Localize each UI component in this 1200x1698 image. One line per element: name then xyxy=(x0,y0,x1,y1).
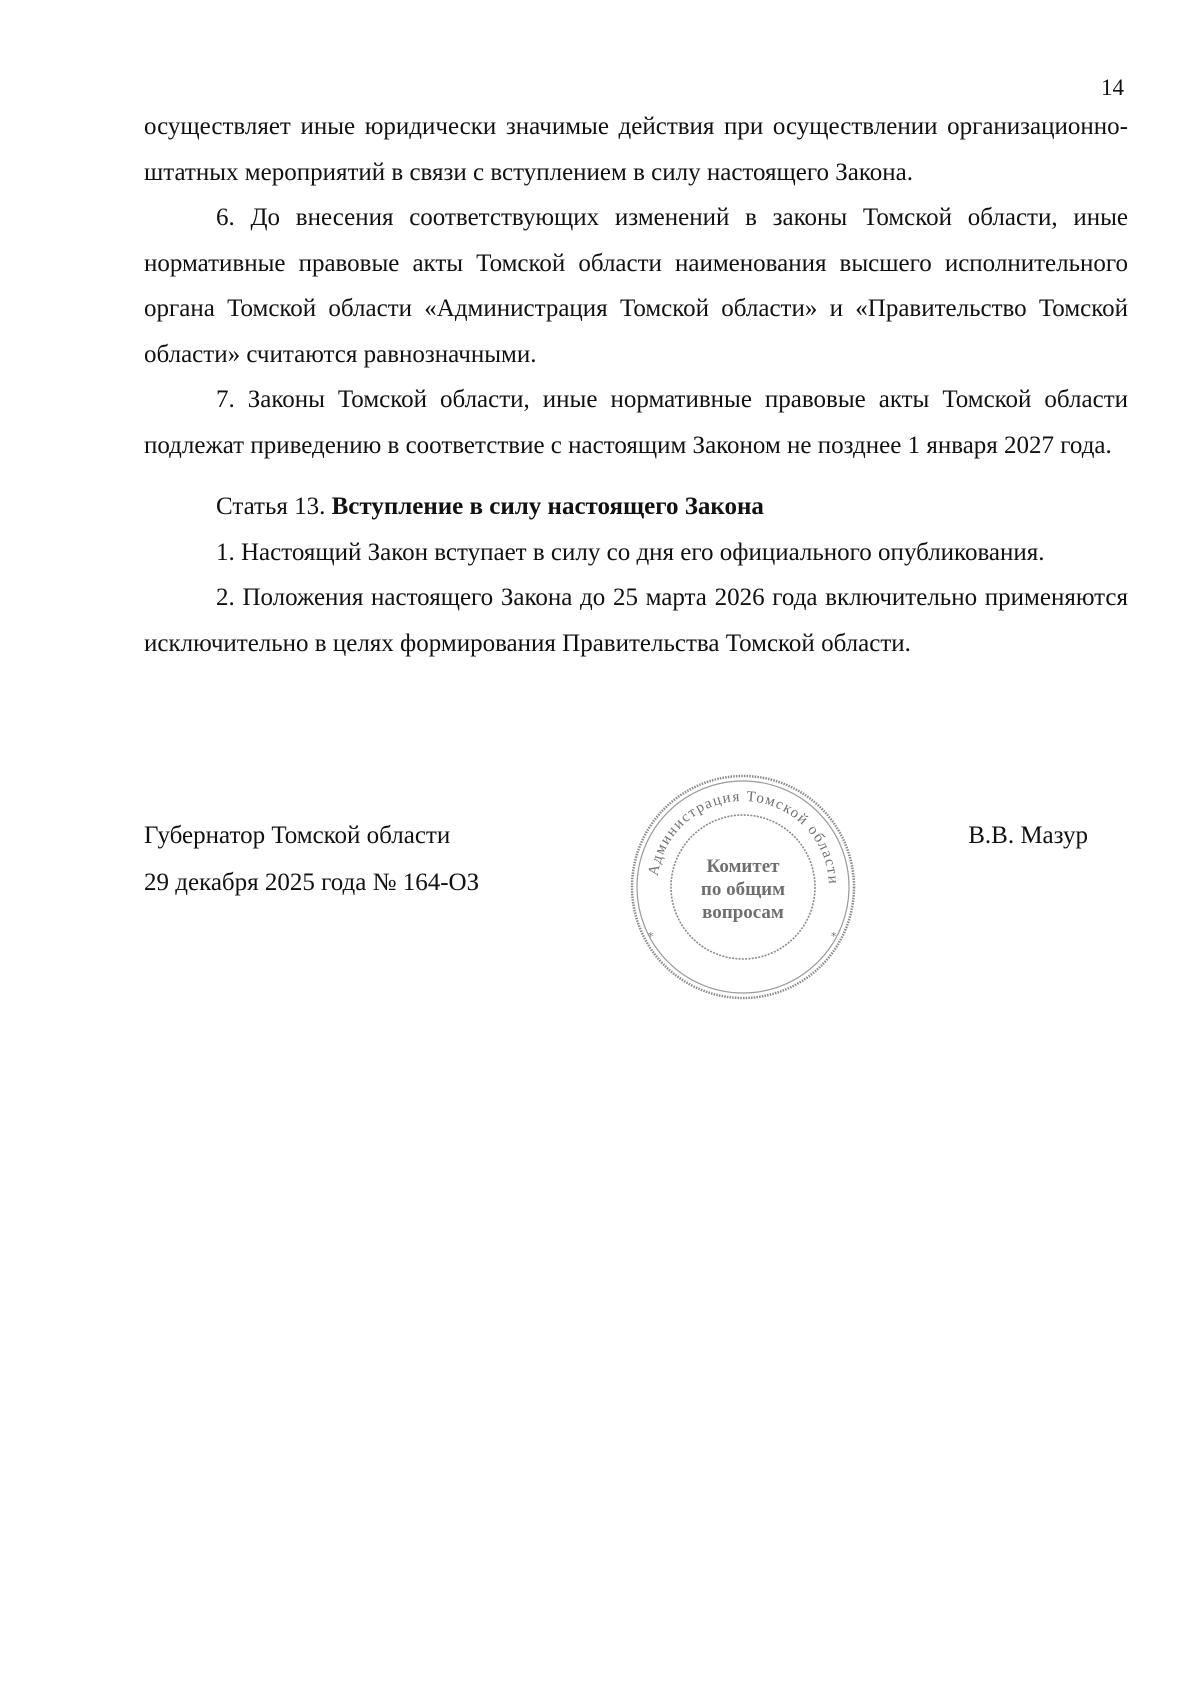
law-date-number: 29 декабря 2025 года № 164-ОЗ xyxy=(144,869,480,896)
seal-graphic xyxy=(628,772,858,1002)
seal-star-left: * xyxy=(648,930,654,943)
paragraph-clause-6: 6. До внесения соответствующих изменений в законы Томской области, иные нормативные правовые акты Томской области наименования высшего исполнительного органа Томской области «Администрация Томской области» и «Правительство Томской области» считаются равнозначными. xyxy=(144,204,1128,368)
article-label: Статья 13. xyxy=(216,493,326,520)
seal-center-line-2: по общим xyxy=(700,879,786,900)
official-seal-stamp xyxy=(628,772,858,1002)
article-heading xyxy=(144,484,1128,530)
seal-center-line-1: Комитет xyxy=(706,856,780,877)
article-item-1: 1. Настоящий Закон вступает в силу со дня его официального опубликования. xyxy=(216,538,1045,566)
seal-ring-text: Администрация Томской области xyxy=(645,788,842,886)
seal-star-right: * xyxy=(831,930,837,943)
article-title: Вступление в силу настоящего Закона xyxy=(331,493,764,520)
paragraph-continuation: осуществляет иные юридически значимые действия при осуществлении организационно-штатных мероприятий в связи с вступлением в силу настоящего Закона. xyxy=(144,113,1128,186)
signer-position: Губернатор Томской области xyxy=(144,822,451,849)
paragraph-clause-7: 7. Законы Томской области, иные нормативные правовые акты Томской области подлежат приведению в соответствие с настоящим Законом не позднее 1 января 2027 года. xyxy=(144,386,1128,459)
signature-block xyxy=(144,812,479,906)
page-number: 14 xyxy=(1101,75,1124,100)
signer-name: В.В. Мазур xyxy=(968,822,1088,849)
seal-center-line-3: вопросам xyxy=(702,902,784,923)
article-item-2: 2. Положения настоящего Закона до 25 марта 2026 года включительно применяются исключительно в целях формирования Правительства Томской области. xyxy=(144,584,1128,657)
document-body xyxy=(144,104,1128,666)
